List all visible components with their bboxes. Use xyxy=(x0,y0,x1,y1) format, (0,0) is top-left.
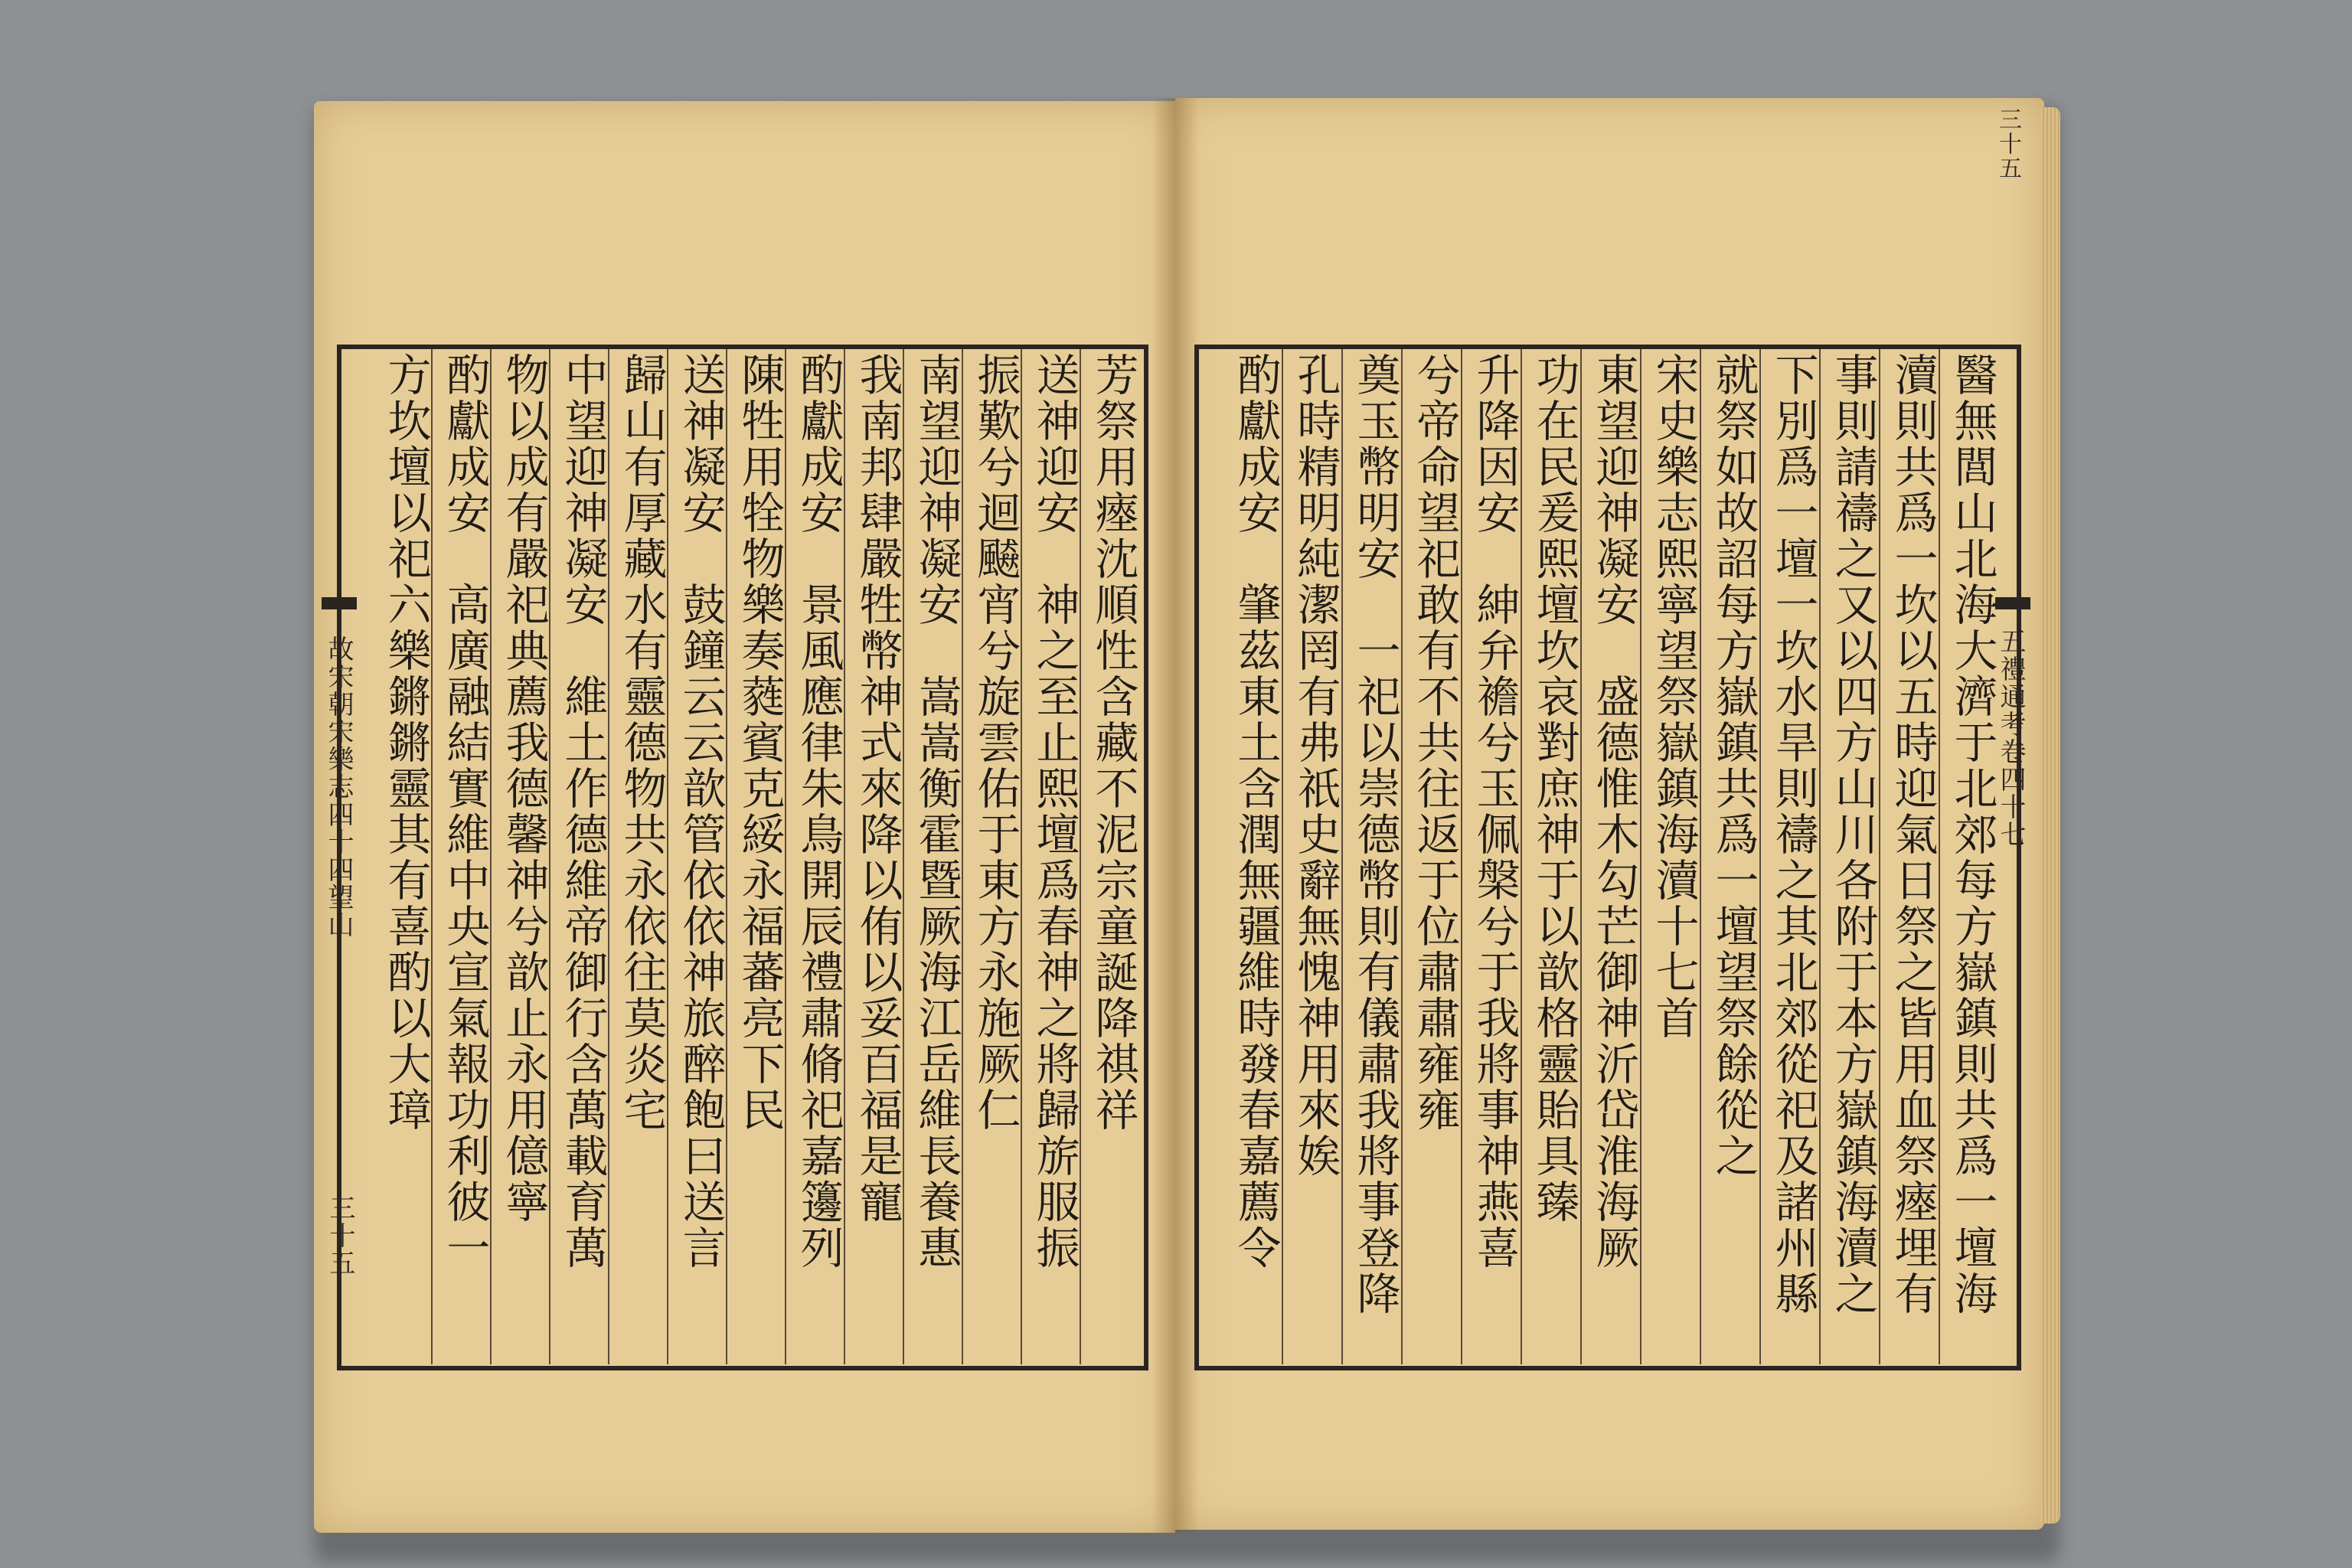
column-rule xyxy=(549,349,550,1364)
fold-fishtail-mark xyxy=(322,597,357,609)
column-rule xyxy=(1401,349,1403,1364)
column-rule xyxy=(1521,349,1522,1364)
column-rule xyxy=(785,349,786,1364)
right-column-2: 瀆則共爲一坎以五時迎氣日祭之皆用血祭瘞埋有 xyxy=(1887,352,1938,1317)
left-column-13: 方坎壇以祀六樂鏘鏘靈其有喜酌以大璋 xyxy=(381,352,431,1133)
column-rule xyxy=(1021,349,1022,1364)
column-rule xyxy=(1939,349,1940,1364)
column-rule xyxy=(844,349,845,1364)
left-column-1: 芳祭用瘞沈順性含藏不泥宗童誕降祺祥 xyxy=(1088,352,1138,1133)
left-column-4: 南望迎神凝安 嵩嵩衡霍暨厥海江岳維長養惠 xyxy=(911,352,962,1271)
left-column-5: 我南邦肆嚴牲幣神式來降以侑以妥百福是寵 xyxy=(852,352,903,1225)
left-column-10: 中望迎神凝安 維土作德維帝御行含萬載育萬 xyxy=(557,352,608,1271)
column-rule xyxy=(1080,349,1081,1364)
column-rule xyxy=(1640,349,1642,1364)
right-fold-title: 五禮通考卷四十七 xyxy=(1995,628,2026,848)
column-rule xyxy=(903,349,904,1364)
left-column-8: 送神凝安 鼓鐘云云歆管依依神旅醉飽曰送言 xyxy=(675,352,726,1271)
column-rule xyxy=(726,349,727,1364)
left-column-3: 振歎兮迴飇宵兮旋雲佑于東方永施厥仁 xyxy=(970,352,1021,1133)
column-rule xyxy=(1282,349,1283,1364)
left-column-6: 酌獻成安 景風應律朱鳥開辰禮肅脩祀嘉籩列 xyxy=(793,352,844,1271)
left-column-11: 物以成有嚴祀典薦我德馨神兮歆止永用億寧 xyxy=(498,352,549,1225)
right-column-13: 酌獻成安 肇茲東土含潤無疆維時發春嘉薦令 xyxy=(1230,352,1281,1271)
column-rule xyxy=(431,349,433,1364)
right-column-3: 事則請禱之又以四方山川各附于本方嶽鎮海瀆之 xyxy=(1828,352,1878,1317)
right-column-10: 兮帝命望祀敢有不共往返于位肅肅雍雍 xyxy=(1410,352,1460,1133)
right-column-6: 宋史樂志熙寧望祭嶽鎮海瀆十七首 xyxy=(1648,352,1699,1041)
column-rule xyxy=(1700,349,1701,1364)
column-rule xyxy=(1759,349,1761,1364)
left-column-9: 歸山有厚藏水有靈德物共永依往莫炎宅 xyxy=(616,352,667,1133)
right-column-9: 升降因安 紳弁襜兮玉佩槃兮于我將事神燕喜 xyxy=(1469,352,1520,1271)
left-column-12: 酌獻成安 高廣融結實維中央宣氣報功利彼一 xyxy=(439,352,490,1271)
column-rule xyxy=(1819,349,1821,1364)
left-column-7: 陳牲用牷物樂奏蕤賓克綏永福蕃亮下民 xyxy=(734,352,785,1133)
left-page-number: 三十五 xyxy=(325,1194,355,1277)
book-gutter xyxy=(1152,98,1198,1533)
column-rule xyxy=(1879,349,1880,1364)
fold-fishtail-mark-right xyxy=(1995,597,2030,609)
left-fold-title: 故宋朝宋樂志四十四望山 xyxy=(323,635,354,939)
column-rule xyxy=(667,349,668,1364)
right-column-8: 功在民爰熙壇坎哀對庶神于以歆格靈貽具臻 xyxy=(1529,352,1579,1225)
column-rule xyxy=(1461,349,1462,1364)
right-column-1: 醫無閭山北海大濟于北郊每方嶽鎮則共爲一壇海 xyxy=(1947,352,1998,1317)
column-rule xyxy=(1341,349,1343,1364)
page-edges xyxy=(2040,107,2060,1524)
right-column-7: 東望迎神凝安 盛德惟木勾芒御神沂岱淮海厥 xyxy=(1589,352,1639,1271)
right-column-5: 就祭如故詔每方嶽鎮共爲一壇望祭餘從之 xyxy=(1708,352,1759,1179)
column-rule xyxy=(1580,349,1582,1364)
column-rule xyxy=(608,349,609,1364)
column-rule xyxy=(962,349,963,1364)
right-column-12: 孔時精明純潔罔有弗祇史辭無愧神用來娭 xyxy=(1290,352,1341,1179)
right-column-4: 下別爲一壇一坎水旱則禱之其北郊從祀及諸州縣 xyxy=(1768,352,1818,1317)
left-column-2: 送神迎安 神之至止熙壇爲春神之將歸旂服振 xyxy=(1029,352,1080,1271)
right-fold-page-mark: 三十五 xyxy=(1994,107,2021,181)
column-rule xyxy=(490,349,492,1364)
right-column-11: 奠玉幣明安 一祀以崇德幣則有儀肅我將事登降 xyxy=(1350,352,1400,1317)
